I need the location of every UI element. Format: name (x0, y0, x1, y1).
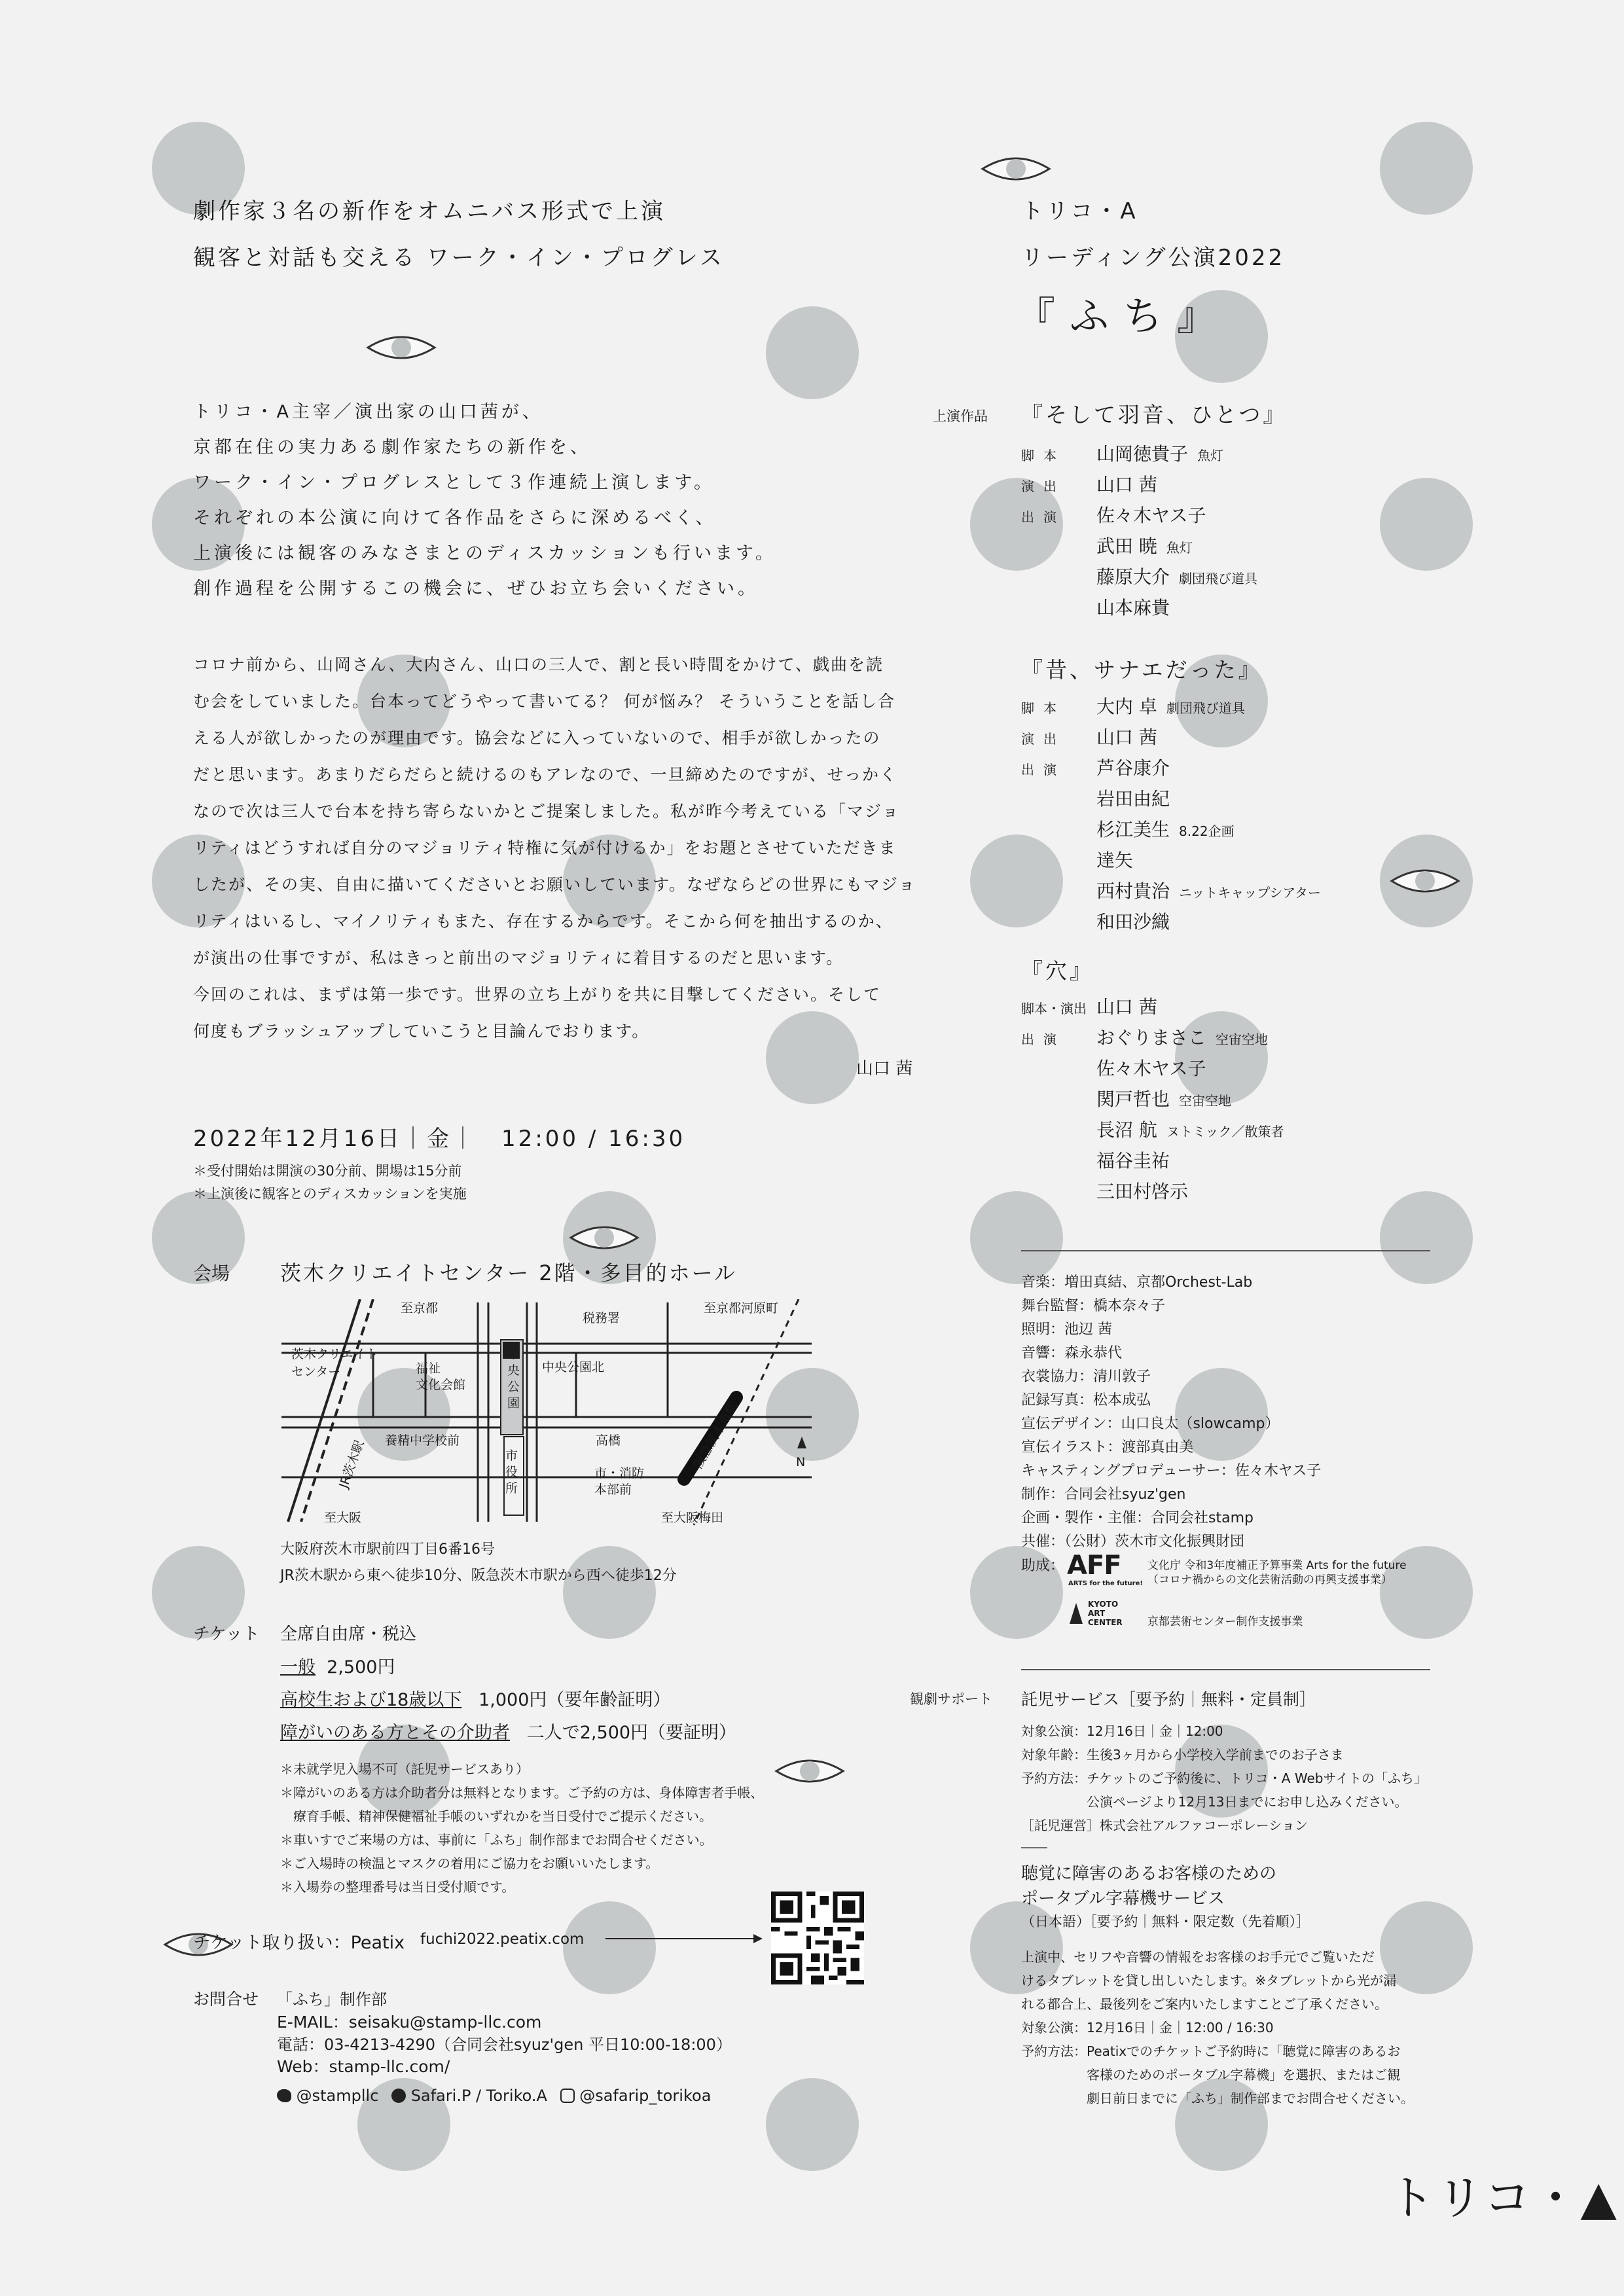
work2-title: 『昔、サナエだった』 (1021, 657, 1263, 683)
instagram-handle[interactable]: @safarip_torikoa (579, 2087, 712, 2105)
svg-text:役: 役 (505, 1465, 518, 1479)
intro-text: トリコ・A主宰／演出家の山口茜が、 京都在住の実力ある劇作家たちの新作を、 ワーク・イン・プログレスとして３作連続上演します。 それぞれの本公演に向けて各作品をさらに深めるべく、 上演後には観客のみなさまとのディスカッションも行います。 創作過程を公開するこの機会に、ぜひお立ち会いください。 (193, 402, 776, 599)
credit-row (1021, 1177, 1197, 1204)
qr-code-icon[interactable] (771, 1892, 864, 1984)
svg-text:本部前: 本部前 (594, 1482, 632, 1497)
svg-text:至大阪: 至大阪 (324, 1511, 362, 1525)
gray-dot (766, 2078, 859, 2171)
ticket-type: 全席自由席・税込 (280, 1624, 417, 1644)
credit-row (1021, 1054, 1215, 1081)
svg-text:央: 央 (507, 1363, 520, 1378)
credit-row (1021, 785, 1179, 811)
svg-text:至大阪梅田: 至大阪梅田 (661, 1511, 724, 1525)
credit-name: 佐々木ヤス子 (1096, 1058, 1206, 1079)
credit-affiliation: ニットキャップシアター (1179, 885, 1322, 901)
hankyu-line (694, 1299, 799, 1525)
signature: 山口 茜 (856, 1059, 913, 1079)
access-map (275, 1299, 825, 1535)
credit-name: 山岡徳貴子 (1096, 443, 1189, 465)
credit-role: 出演 (1021, 1031, 1066, 1047)
support-label: 助成： (1021, 1558, 1065, 1574)
credit-row (1021, 993, 1166, 1019)
venue-address: 大阪府茨木市駅前四丁目6番16号 (280, 1541, 495, 1558)
credit-row (1021, 1116, 1284, 1142)
credit-row (1021, 440, 1223, 466)
gray-dot (563, 1546, 656, 1639)
social-links (277, 2087, 711, 2105)
credit-row (1021, 471, 1166, 497)
svg-text:市: 市 (505, 1448, 518, 1463)
credit-name: 山口 茜 (1096, 996, 1157, 1018)
jr-line-dash (301, 1299, 373, 1522)
credit-role: 出演 (1021, 762, 1066, 778)
venue-access: JR茨木駅から東へ徒歩10分、阪急茨木市駅から西へ徒歩12分 (280, 1568, 677, 1584)
credit-name: 岩田由紀 (1096, 788, 1170, 810)
eye-icon (568, 1221, 640, 1255)
gray-dot (766, 306, 859, 399)
svg-text:公: 公 (507, 1380, 520, 1394)
childcare-title: 託児サービス［要予約｜無料・定員制］ (1021, 1690, 1316, 1709)
contact-org: 「ふち」制作部 (277, 1990, 387, 2009)
credit-name: 山口 茜 (1096, 474, 1157, 495)
credit-name: 藤原大介 (1096, 566, 1170, 588)
credit-name: 達矢 (1096, 850, 1134, 871)
peatix-url[interactable]: fuchi2022.peatix.com (420, 1931, 585, 1948)
svg-text:センター: センター (291, 1365, 341, 1379)
svg-text:税務署: 税務署 (583, 1311, 621, 1325)
caption-service-sub: （日本語）［要予約｜無料・限定数（先着順）］ (1021, 1914, 1310, 1929)
instagram-icon (560, 2089, 575, 2103)
credit-affiliation: 空宙空地 (1216, 1031, 1269, 1047)
credit-row (1021, 723, 1166, 749)
childcare-details: 対象公演：12月16日｜金｜12:00 対象年齢：生後3ヶ月から小学校入学前までのお子さま 予約方法：チケットのご予約後に、トリコ・A Webサイトの「ふち」 公演ページより12月13日までにお申し込みください。 ［託児運営］株式会社アルファコーポレーション (1021, 1723, 1428, 1833)
work1-title: 『そして羽音、ひとつ』 (1021, 402, 1288, 427)
credit-name: 和田沙織 (1096, 911, 1170, 933)
venue-label: 会場 (193, 1263, 230, 1284)
series-title: リーディング公演2022 (1021, 245, 1286, 271)
credit-name: 佐々木ヤス子 (1096, 505, 1206, 526)
credit-name: 西村貴治 (1096, 880, 1170, 902)
credit-name: おぐりまさこ (1096, 1027, 1207, 1049)
svg-text:至京都: 至京都 (401, 1301, 439, 1316)
svg-text:文化会館: 文化会館 (416, 1378, 466, 1392)
ticket-handler: チケット取り扱い：Peatix (193, 1933, 405, 1953)
credit-name: 杉江美生 (1096, 819, 1170, 840)
svg-text:至京都河原町: 至京都河原町 (704, 1301, 779, 1316)
gray-dot (1380, 478, 1473, 571)
credit-row (1021, 563, 1257, 589)
gray-dot (1380, 1191, 1473, 1284)
svg-text:園: 園 (507, 1396, 520, 1410)
credit-affiliation: ヌトミック／散策者 (1166, 1124, 1284, 1139)
company-name: トリコ・A (1021, 198, 1138, 224)
tagline-2: 観客と対話も交える ワーク・イン・プログレス (193, 245, 725, 271)
contact-email[interactable]: E-MAIL：seisaku@stamp-llc.com (277, 2013, 542, 2032)
svg-text:養精中学校前: 養精中学校前 (385, 1433, 460, 1448)
ticket-student: 高校生および18歳以下 1,000円（要年齢証明） (280, 1690, 671, 1710)
credit-name: 山本麻貴 (1096, 597, 1170, 619)
contact-tel: 電話：03-4213-4290（合同会社syuz'gen 平日10:00-18:00） (277, 2036, 732, 2054)
gray-dot (970, 1191, 1063, 1284)
svg-text:中央公園北: 中央公園北 (542, 1360, 605, 1374)
eye-icon (1389, 864, 1461, 898)
credit-row (1021, 877, 1321, 903)
credit-name: 福谷圭祐 (1096, 1150, 1170, 1172)
facebook-handle[interactable]: Safari.P / Toriko.A (410, 2087, 547, 2105)
twitter-icon (277, 2089, 291, 2102)
credit-name: 関戸哲也 (1096, 1088, 1170, 1110)
svg-text:阪急茨木市駅: 阪急茨木市駅 (691, 1399, 741, 1471)
credit-affiliation: 魚灯 (1197, 448, 1224, 463)
ticket-general: 一般 2,500円 (280, 1657, 395, 1677)
venue-name: 茨木クリエイトセンター 2階・多目的ホール (280, 1261, 738, 1285)
director-essay-2: 今回のこれは、まずは第一歩です。世界の立ち上がりを共に目撃してください。そして 何度もブラッシュアップしていこうと目論んでおります。 (193, 985, 882, 1041)
svg-text:N: N (796, 1455, 806, 1469)
gray-dot (563, 1901, 656, 1994)
contact-web[interactable]: Web：stamp-llc.com/ (277, 2057, 450, 2076)
aff-text-1: 文化庁 令和3年度補正予算事業 Arts for the future (1147, 1559, 1407, 1572)
arrow-icon (605, 1931, 763, 1946)
facebook-icon (391, 2089, 406, 2103)
credit-row (1021, 754, 1179, 780)
performance-date: 2022年12月16日｜金｜ 12:00 / 16:30 (193, 1126, 686, 1152)
credit-row (1021, 1085, 1231, 1111)
ticket-disabled: 障がいのある方とその介助者 二人で2,500円（要証明） (280, 1723, 737, 1743)
tagline-1: 劇作家３名の新作をオムニバス形式で上演 (193, 198, 666, 224)
work3-title: 『穴』 (1021, 958, 1094, 984)
credit-role: 脚本 (1021, 700, 1066, 716)
kac-logo: KYOTO ART CENTER (1088, 1600, 1123, 1627)
credit-affiliation: 劇団飛び道具 (1166, 700, 1245, 716)
aff-logo-sub: ARTS for the future! (1068, 1580, 1143, 1587)
credit-row (1021, 846, 1142, 872)
credit-row (1021, 532, 1193, 558)
credit-row (1021, 908, 1179, 934)
svg-text:中: 中 (507, 1347, 520, 1361)
credit-role: 出演 (1021, 509, 1066, 525)
twitter-handle[interactable]: @stampllc (296, 2087, 379, 2105)
credit-row (1021, 1147, 1179, 1173)
date-note-1: ＊受付開始は開演の30分前、開場は15分前 (193, 1163, 462, 1179)
north-arrow-icon (797, 1437, 806, 1448)
credit-affiliation: 空宙空地 (1179, 1093, 1232, 1109)
kac-text: 京都芸術センター制作支援事業 (1147, 1615, 1303, 1628)
credit-name: 山口 茜 (1096, 726, 1157, 748)
credit-name: 三田村啓示 (1096, 1181, 1189, 1202)
svg-text:JR茨木駅: JR茨木駅 (336, 1438, 367, 1490)
svg-text:高橋: 高橋 (596, 1433, 621, 1448)
credit-name: 大内 卓 (1096, 696, 1157, 717)
aff-logo: AFF (1067, 1551, 1121, 1581)
credit-role: 脚本 (1021, 448, 1066, 463)
divider (1021, 1250, 1430, 1251)
credit-row (1021, 1024, 1268, 1050)
credit-affiliation: 8.22企画 (1179, 823, 1235, 839)
kac-mark-icon (1068, 1600, 1084, 1626)
credit-name: 長沼 航 (1096, 1119, 1157, 1141)
access-support-label: 観劇サポート (910, 1691, 992, 1707)
credit-row (1021, 816, 1235, 842)
page-title: 『ふち』 (1016, 294, 1231, 340)
svg-text:福祉: 福祉 (416, 1361, 441, 1376)
credit-name: 芦谷康介 (1096, 757, 1170, 779)
svg-text:所: 所 (505, 1481, 518, 1496)
date-note-2: ＊上演後に観客とのディスカッションを実施 (193, 1186, 467, 1202)
works-label: 上演作品 (933, 408, 988, 424)
caption-service-details: 上演中、セリフや音響の情報をお客様のお手元でご覧いただ けるタブレットを貸し出しいたします。※タブレットから光が漏 れる都合上、最後列をご案内いたしますことご了承ください。 対象公演：12月16日｜金｜12:00 / 16:30 予約方法：Peatixでのチケットご予約時に「聴覚に障害のあるお 客様のためのポータブル字幕機」を選択、またはご観 劇日前日までに「ふち」制作部までお問合せください。 (1021, 1949, 1414, 2106)
eye-icon (774, 1754, 846, 1788)
director-essay: コロナ前から、山岡さん、大内さん、山口の三人で、割と長い時間をかけて、戯曲を読 む会をしていました。台本ってどうやって書いてる？ 何が悩み？ そういうことを話し合 える人が欲しかったのが理由です。協会などに入っていないので、相手が欲しかったの だと思います。あまりだらだらと続けるのもアレなので、一旦締めたのですが、せっかく なので次は三人で台本を持ち寄らないかとご提案しました。私が昨今考えている「マジョ リティはどうすれば自分のマジョリティ特権に気が付けるか」をお題とさせていただきま したが、その実、自由に描いてくださいとお願いしています。なぜならどの世界にもマジョ リティはいるし、マイノリティもまた、存在するからです。そこから何を抽出するのか、 が演出の仕事ですが、私はきっと前出のマジョリティに着目するのだと思います。 (193, 655, 916, 967)
credit-row (1021, 692, 1245, 719)
credit-affiliation: 劇団飛び道具 (1179, 571, 1258, 586)
caption-service-title: 聴覚に障害のあるお客様のための ポータブル字幕機サービス (1021, 1864, 1277, 1909)
staff-list: 音楽：増田真結、京都Orchest-Lab 舞台監督：橋本奈々子 照明：池辺 茜 音響：森永恭代 衣裳協力：清川敦子 記録写真：松本成弘 宣伝デザイン：山口良太（slowcamp） 宣伝イラスト：渡部真由美 キャスティングプロデューサー：佐々木ヤス子 制作：合同会社syuz'gen 企画・製作・主催：合同会社stamp 共催：（公財）茨木市文化振興財団 (1021, 1274, 1322, 1550)
eye-icon (365, 331, 437, 365)
company-logo: トリコ・▲ (1388, 2170, 1618, 2225)
svg-text:茨木クリエイト: 茨木クリエイト (291, 1347, 378, 1361)
credit-role: 演出 (1021, 478, 1066, 494)
credit-role: 脚本・演出 (1021, 1001, 1087, 1016)
ticket-notes: ＊未就学児入場不可（託児サービスあり） ＊障がいのある方は介助者分は無料となります。ご予約の方は、身体障害者手帳、 療育手帳、精神保健福祉手帳のいずれかを当日受付でご提示ください。 ＊車いすでご来場の方は、事前に「ふち」制作部までお問合せください。 ＊ご入場時の検温とマスクの着用にご協力をお願いいたします。 ＊入場券の整理番号は当日受付順です。 (280, 1761, 764, 1895)
credit-role: 演出 (1021, 731, 1066, 747)
section-dash: ―― (1021, 1839, 1047, 1855)
credit-name: 武田 暁 (1096, 535, 1157, 557)
aff-text-2: （コロナ禍からの文化芸術活動の再興支援事業） (1147, 1573, 1392, 1587)
credit-affiliation: 魚灯 (1166, 540, 1193, 556)
gray-dot (1380, 122, 1473, 215)
eye-icon (980, 152, 1052, 186)
contact-label: お問合せ (193, 1990, 259, 2009)
ticket-label: チケット (193, 1624, 260, 1644)
svg-text:市・消防: 市・消防 (594, 1466, 645, 1480)
credit-row (1021, 501, 1215, 528)
divider (1021, 1669, 1430, 1670)
credit-row (1021, 594, 1179, 620)
